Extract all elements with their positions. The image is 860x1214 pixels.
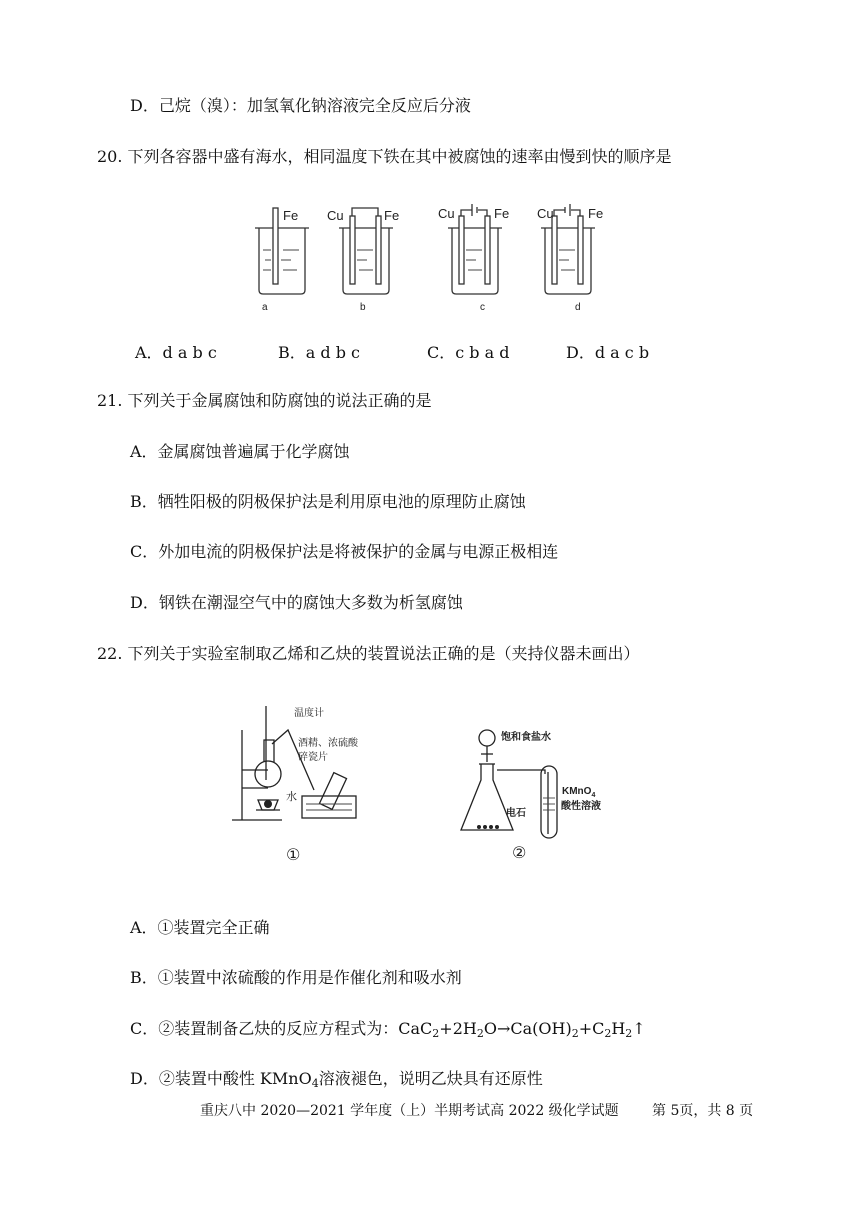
beaker-d-left-label: Cu xyxy=(537,206,554,221)
page-footer xyxy=(200,1100,754,1120)
kmno4-subscript: 4 xyxy=(591,792,596,799)
beaker-d-right-label: Fe xyxy=(588,206,604,221)
figure-2-caption: ② xyxy=(512,845,527,862)
q22-option-d-suffix: 溶液褪色，说明乙炔具有还原性 xyxy=(318,1069,543,1088)
thermometer-label: 温度计 xyxy=(294,708,324,719)
saline-funnel-label: 饱和食盐水 xyxy=(501,732,551,743)
calcium-carbide-label: 电石 xyxy=(506,808,526,819)
beaker-c-left-label: Cu xyxy=(438,206,455,221)
q20-option-c: C．c b a d xyxy=(427,343,510,362)
q19-option-d: D．己烷（溴）：加氢氧化钠溶液完全反应后分液 xyxy=(130,96,471,115)
q20-option-a: A．d a b c xyxy=(135,343,217,362)
q21-option-c: C．外加电流的阴极保护法是将被保护的金属与电源正极相连 xyxy=(130,542,559,561)
q21-option-a: A．金属腐蚀普遍属于化学腐蚀 xyxy=(130,442,350,461)
beaker-c-caption: c xyxy=(480,302,485,313)
reagents-label-1: 酒精、浓硫酸 xyxy=(298,738,358,749)
footer-title: 重庆八中 2020—2021 学年度（上）半期考试高 2022 级化学试题 xyxy=(200,1103,619,1119)
q22-option-d-kmno4-subscript: 4 xyxy=(311,1077,319,1090)
beaker-a-caption: a xyxy=(262,302,268,313)
acetylene-apparatus-figure xyxy=(455,718,620,868)
svg-text:KMnO4 xyxy=(562,786,595,799)
q20-beakers-figure xyxy=(245,198,625,318)
figure-1-caption: ① xyxy=(286,847,301,864)
q22-option-b: B．①装置中浓硫酸的作用是作催化剂和吸水剂 xyxy=(130,968,462,987)
q22-option-d-kmno4: KMnO xyxy=(259,1069,312,1088)
q22-option-c-text: C．②装置制备乙炔的反应方程式为： xyxy=(130,1019,399,1038)
q21-stem: 21. 下列关于金属腐蚀和防腐蚀的说法正确的是 xyxy=(97,391,432,410)
q22-option-d xyxy=(130,1069,543,1089)
beaker-a-right-label: Fe xyxy=(283,208,299,223)
water-label: 水 xyxy=(286,791,297,803)
kmno4-label: KMnO xyxy=(562,786,592,797)
q22-option-d-prefix: D．②装置中酸性 xyxy=(130,1069,260,1088)
q21-option-b: B．牺牲阳极的阴极保护法是利用原电池的原理防止腐蚀 xyxy=(130,492,526,511)
beaker-d-caption: d xyxy=(575,302,581,313)
q21-option-d: D．钢铁在潮湿空气中的腐蚀大多数为析氢腐蚀 xyxy=(130,593,463,612)
q22-stem: 22. 下列关于实验室制取乙烯和乙炔的装置说法正确的是（夹持仪器未画出） xyxy=(97,644,640,663)
q20-option-b: B．a d b c xyxy=(278,343,361,362)
beaker-c-right-label: Fe xyxy=(494,206,510,221)
q20-stem: 20. 下列各容器中盛有海水，相同温度下铁在其中被腐蚀的速率由慢到快的顺序是 xyxy=(97,147,672,166)
acidic-solution-label: 酸性溶液 xyxy=(561,801,601,812)
acetylene-reaction-equation: $CaC_2+2H_2O\to Ca(OH)_2+C_2H_2↑$ xyxy=(398,1019,646,1040)
ethylene-apparatus-figure xyxy=(228,700,368,868)
q20-option-d: D．d a c b xyxy=(566,343,650,362)
beaker-b-caption: b xyxy=(360,302,366,313)
q22-option-a: A．①装置完全正确 xyxy=(130,918,270,937)
q22-option-c xyxy=(130,1019,646,1039)
beaker-b-right-label: Fe xyxy=(384,208,400,223)
reagents-label-2: 碎瓷片 xyxy=(298,752,328,763)
beaker-b-left-label: Cu xyxy=(327,208,344,223)
footer-page-number: 第 5页，共 8 页 xyxy=(652,1103,754,1119)
